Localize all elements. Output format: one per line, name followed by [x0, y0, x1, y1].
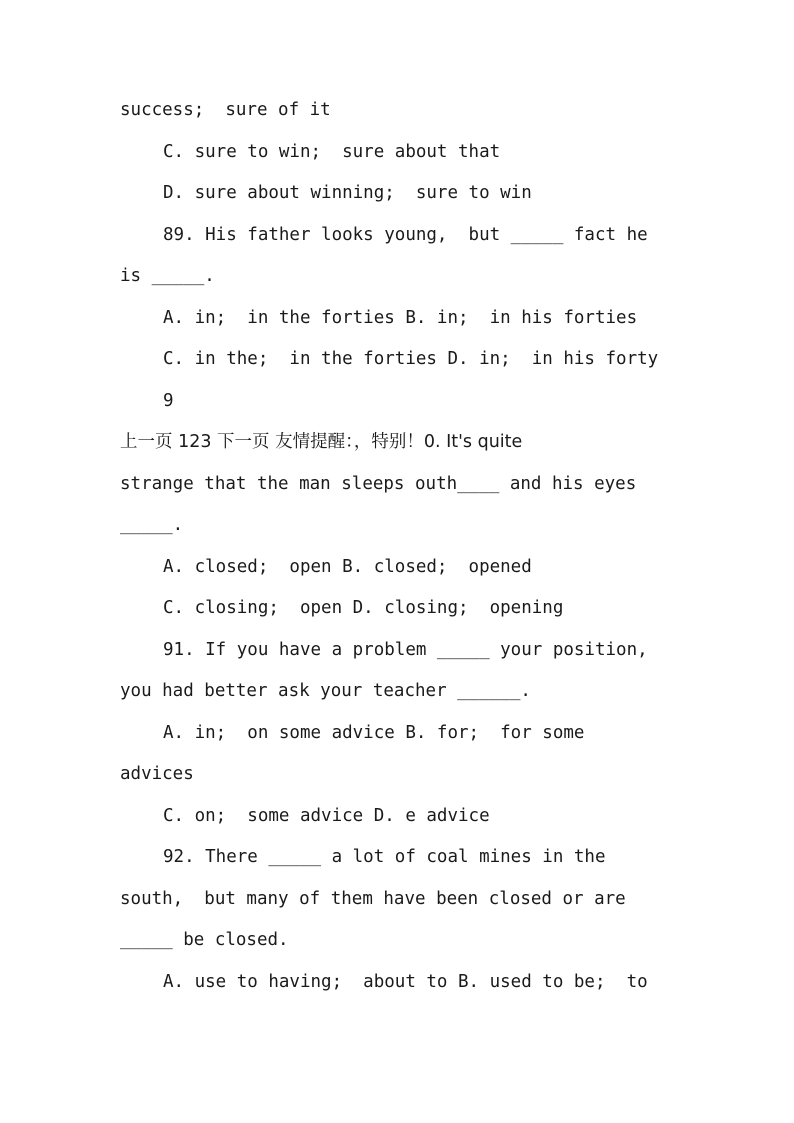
option-c-line: C. sure to win; sure about that — [163, 142, 501, 162]
text-line-success: success; sure of it — [120, 100, 331, 120]
options-a-b-89: A. in; in the forties B. in; in his forties — [163, 308, 638, 328]
options-a-b-90: A. closed; open B. closed; opened — [163, 557, 532, 577]
question-89-continued: is _____. — [120, 266, 215, 286]
option-d-line: D. sure about winning; sure to win — [163, 183, 532, 203]
options-a-b-91-continued: advices — [120, 764, 194, 784]
question-92-blank: _____ be closed. — [120, 930, 289, 950]
question-91-continued: you had better ask your teacher ______. — [120, 681, 531, 701]
question-90-blank: _____. — [120, 515, 184, 535]
question-92-continued: south, but many of them have been closed or are — [120, 889, 626, 909]
text-line-9: 9 — [163, 391, 174, 411]
options-a-b-91: A. in; on some advice B. for; for some — [163, 723, 585, 743]
options-c-d-91: C. on; some advice D. e advice — [163, 806, 490, 826]
question-90-continued: strange that the man sleeps outh____ and his eyes — [120, 474, 637, 494]
navigation-reminder-line: 上一页 123 下一页 友情提醒：，特别！0. It's quite — [120, 432, 523, 452]
options-a-b-92: A. use to having; about to B. used to be; to — [163, 972, 648, 992]
options-c-d-90: C. closing; open D. closing; opening — [163, 598, 564, 618]
question-89: 89. His father looks young, but _____ fact he — [163, 225, 648, 245]
options-c-d-89: C. in the; in the forties D. in; in his forty — [163, 349, 659, 369]
question-91: 91. If you have a problem _____ your position, — [163, 640, 648, 660]
question-92: 92. There _____ a lot of coal mines in the — [163, 847, 606, 867]
